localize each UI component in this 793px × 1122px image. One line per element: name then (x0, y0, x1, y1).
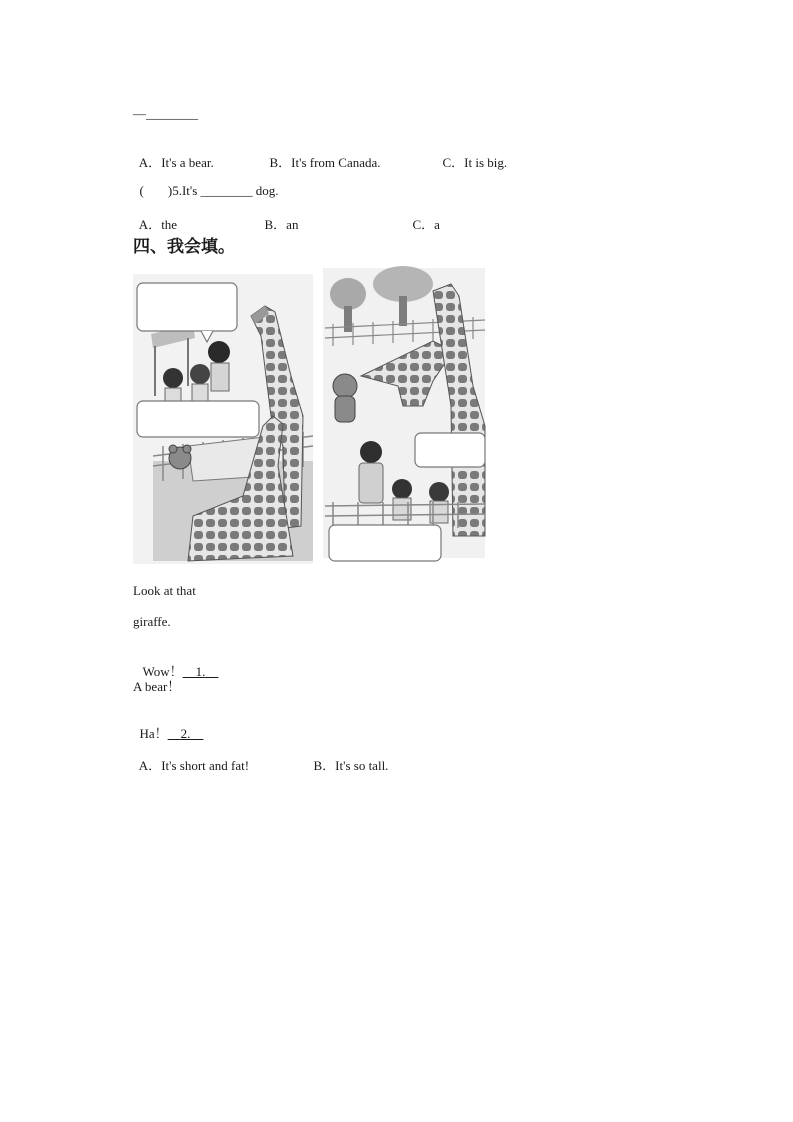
dialogue-line-5 (133, 707, 203, 742)
dialogue-line-1: Look at that (133, 583, 196, 598)
answer-line: —________ (133, 106, 198, 121)
option-text: an (286, 217, 299, 232)
dialogue-line-3 (133, 645, 218, 680)
section-heading: 四、我会填。 (133, 237, 235, 257)
option-letter: B． (269, 155, 292, 170)
option-text: a (434, 217, 440, 232)
option-text: It's so tall. (335, 758, 389, 773)
zoo-illustration (133, 266, 490, 568)
option-text: It's a bear. (161, 155, 214, 170)
paren-open: ( (139, 183, 144, 198)
option-c (406, 198, 440, 233)
left-panel (133, 274, 313, 564)
option-text: It's short and fat! (161, 758, 250, 773)
option-letter: C． (442, 155, 465, 170)
option-letter: B． (264, 217, 287, 232)
option-b (258, 198, 298, 233)
dialogue-line-4: A bear！ (133, 679, 181, 694)
question-5 (133, 167, 279, 199)
option-text: It's from Canada. (291, 155, 381, 170)
option-a (133, 739, 249, 774)
answer-number: 1. (195, 664, 206, 679)
option-letter: A． (138, 155, 162, 170)
dialogue-text: Wow！ (139, 664, 183, 679)
question-stem-end: dog. (252, 183, 279, 198)
dialogue-text: Ha！ (139, 726, 168, 741)
option-letter: A． (138, 758, 162, 773)
right-panel (323, 266, 485, 561)
option-a (133, 198, 177, 233)
option-c (436, 136, 507, 171)
dialogue-line-2: giraffe. (133, 614, 171, 629)
option-text: It is big. (464, 155, 508, 170)
option-letter: C． (412, 217, 435, 232)
option-b (307, 739, 388, 774)
option-a (133, 136, 214, 171)
fill-blank[interactable]: ________ (200, 183, 253, 198)
option-letter: A． (138, 217, 162, 232)
option-text: the (161, 217, 178, 232)
option-b (263, 136, 381, 171)
answer-blank-1[interactable] (183, 664, 219, 679)
question-number: 5. (172, 183, 182, 198)
answer-number: 2. (180, 726, 191, 741)
option-letter: B． (313, 758, 336, 773)
question-stem-start: It's (181, 183, 201, 198)
paren-close: ) (167, 183, 173, 198)
